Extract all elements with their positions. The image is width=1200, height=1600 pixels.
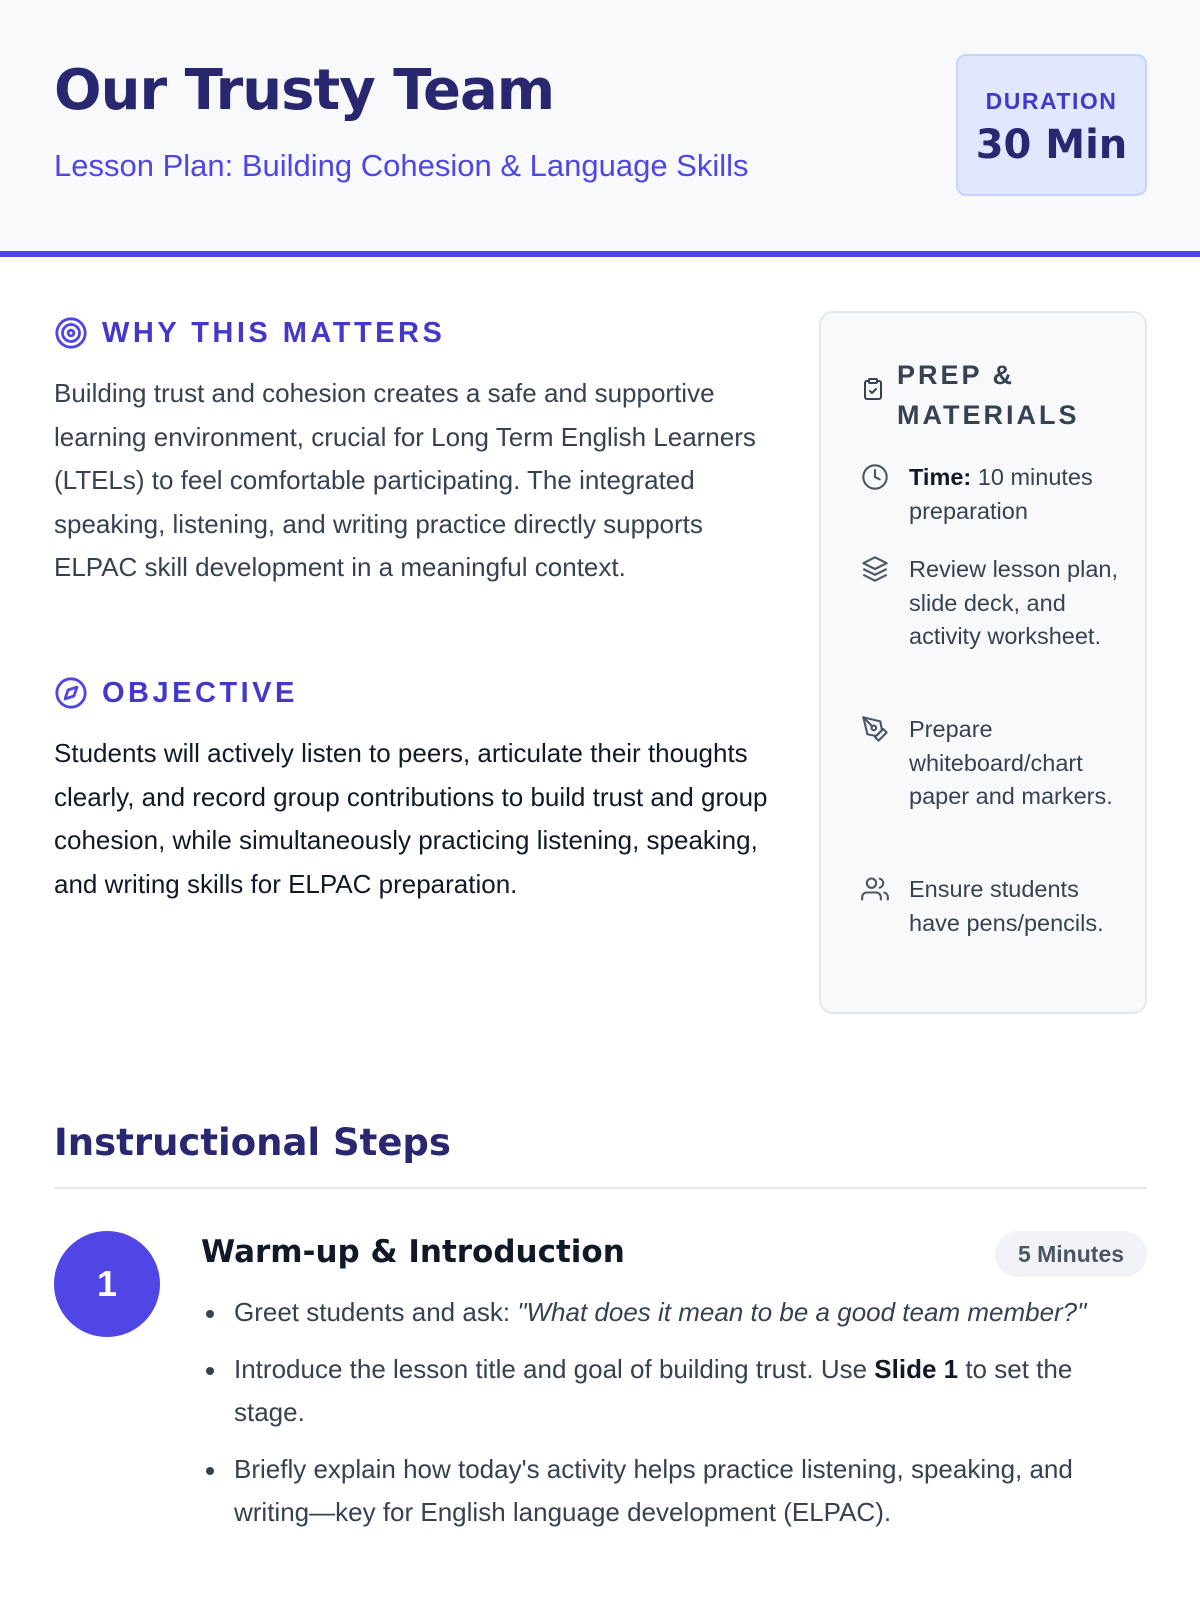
step-title: Warm-up & Introduction <box>201 1234 625 1270</box>
duration-badge <box>956 54 1147 196</box>
step-bullet-list <box>201 1291 1147 1548</box>
prep-materials-card <box>819 311 1147 1014</box>
lesson-header <box>0 0 1200 257</box>
why-text: Building trust and cohesion creates a safe and supportive learning environment, crucial for Long Term English Learners (LTELs) to feel comfortable participating. The integrated speaking, listening, and writing practice directly supports ELPAC skill development in a meaningful context. <box>54 378 756 582</box>
step-bullet: Greet students and ask: "What does it mean to be a good team member?" <box>201 1291 1147 1335</box>
clipboard-check-icon <box>861 377 885 401</box>
page-title: Our Trusty Team <box>54 58 555 123</box>
step-bullet: Introduce the lesson title and goal of building trust. Use Slide 1 to set the stage. <box>201 1348 1147 1435</box>
step-time-badge: 5 Minutes <box>995 1231 1147 1277</box>
layers-icon <box>861 555 889 583</box>
duration-label: DURATION <box>985 88 1118 114</box>
prep-item-text: Time: 10 minutes preparation <box>909 464 1093 524</box>
users-icon <box>861 875 889 903</box>
prep-item-text: Prepare whiteboard/chart paper and markers. <box>909 716 1113 809</box>
why-section-heading <box>54 313 445 353</box>
target-icon <box>54 316 88 350</box>
prep-heading: PREP & MATERIALS <box>897 360 1080 430</box>
prep-item-text: Review lesson plan, slide deck, and activity worksheet. <box>909 556 1118 649</box>
objective-text: Students will actively listen to peers, articulate their thoughts clearly, and record group contributions to build trust and group cohesion, while simultaneously practicing listening, speaking, and writing skills for ELPAC preparation. <box>54 738 768 899</box>
compass-icon <box>54 676 88 710</box>
step-number-badge: 1 <box>54 1231 160 1337</box>
steps-heading: Instructional Steps <box>54 1121 451 1164</box>
page-subtitle: Lesson Plan: Building Cohesion & Language Skills <box>54 148 749 183</box>
why-heading: WHY THIS MATTERS <box>102 316 446 349</box>
objective-heading: OBJECTIVE <box>102 676 298 709</box>
duration-value: 30 Min <box>975 122 1128 168</box>
step-bullet: Briefly explain how today's activity helps practice listening, speaking, and writing—key for English language development (ELPAC). <box>201 1448 1147 1535</box>
prep-item-text: Ensure students have pens/pencils. <box>909 876 1104 936</box>
objective-section-heading <box>54 673 298 713</box>
pen-tool-icon <box>861 715 889 743</box>
steps-divider <box>54 1187 1147 1189</box>
clock-icon <box>861 463 889 491</box>
